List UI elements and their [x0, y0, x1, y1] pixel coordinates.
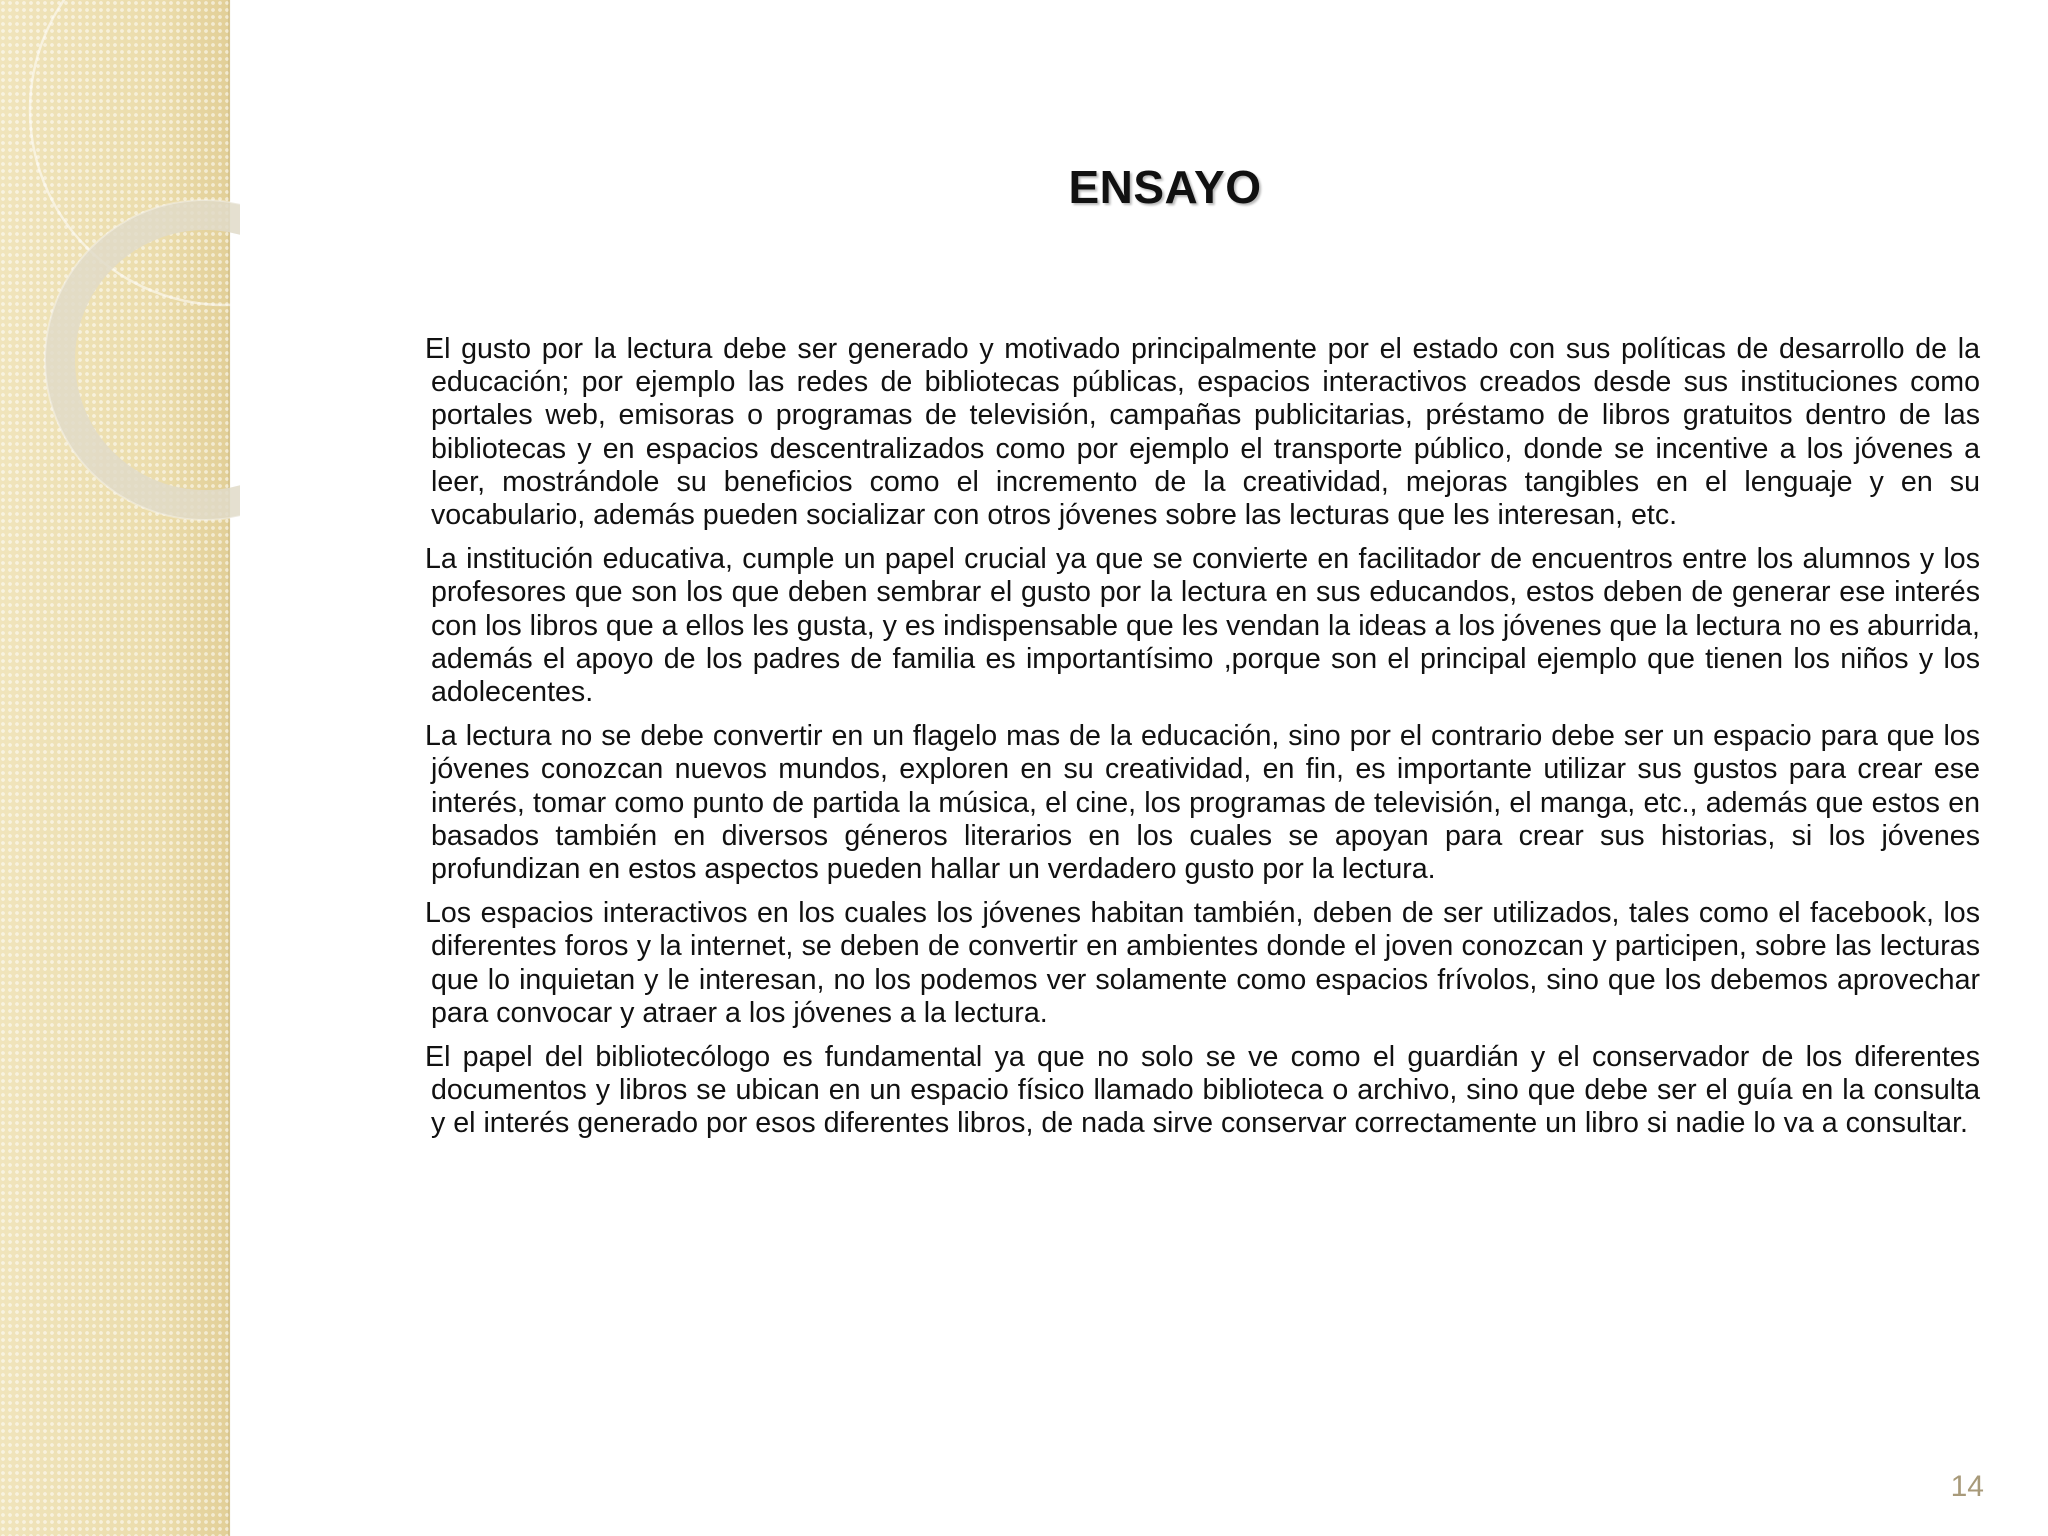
paragraph-3: La lectura no se debe convertir en un flagelo mas de la educación, sino por el contrario debe ser un espacio para que los jóvenes conozcan nuevos mundos, exploren en su creatividad, en fin, es importante utilizar sus gustos para crear ese interés, tomar como punto de partida la música, el cine, los programas de televisión, el manga, etc., además que estos en basados también en diversos géneros literarios en los cuales se apoyan para crear sus historias, si los jóvenes profundizan en estos aspectos pueden hallar un verdadero gusto por la lectura.: [425, 720, 1980, 886]
paragraph-1: El gusto por la lectura debe ser generado y motivado principalmente por el estado con sus políticas de desarrollo de la educación; por ejemplo las redes de bibliotecas públicas, espacios interactivos creados desde sus instituciones como portales web, emisoras o programas de televisión, campañas publicitarias, préstamo de libros gratuitos dentro de las bibliotecas y en espacios descentralizados como por ejemplo el transporte público, donde se incentive a los jóvenes a leer, mostrándole su beneficios como el incremento de la creatividad, mejoras tangibles en el lenguaje y en su vocabulario, además pueden socializar con otros jóvenes sobre las lecturas que les interesan, etc.: [425, 333, 1980, 532]
page-number: 14: [1950, 1470, 1984, 1503]
paragraph-5: El papel del bibliotecólogo es fundamental ya que no solo se ve como el guardián y el conservador de los diferentes documentos y libros se ubican en un espacio físico llamado biblioteca o archivo, sino que debe ser el guía en la consulta y el interés generado por esos diferentes libros, de nada sirve conservar correctamente un libro si nadie lo va a consultar.: [425, 1041, 1980, 1140]
essay-body: [425, 333, 1980, 1152]
decorative-rings-icon: [0, 0, 240, 620]
slide-title: ENSAYO: [1068, 161, 1262, 213]
paragraph-4: Los espacios interactivos en los cuales los jóvenes habitan también, deben de ser utilizados, tales como el facebook, los diferentes foros y la internet, se deben de convertir en ambientes donde el joven conozcan y participen, sobre las lecturas que lo inquietan y le interesan, no los podemos ver solamente como espacios frívolos, sino que los debemos aprovechar para convocar y atraer a los jóvenes a la lectura.: [425, 897, 1980, 1029]
paragraph-2: La institución educativa, cumple un papel crucial ya que se convierte en facilitador de encuentros entre los alumnos y los profesores que son los que deben sembrar el gusto por la lectura en sus educandos, estos deben de generar ese interés con los libros que a ellos les gusta, y es indispensable que les vendan la ideas a los jóvenes que la lectura no es aburrida, además el apoyo de los padres de familia es importantísimo ,porque son el principal ejemplo que tienen los niños y los adolecentes.: [425, 543, 1980, 709]
